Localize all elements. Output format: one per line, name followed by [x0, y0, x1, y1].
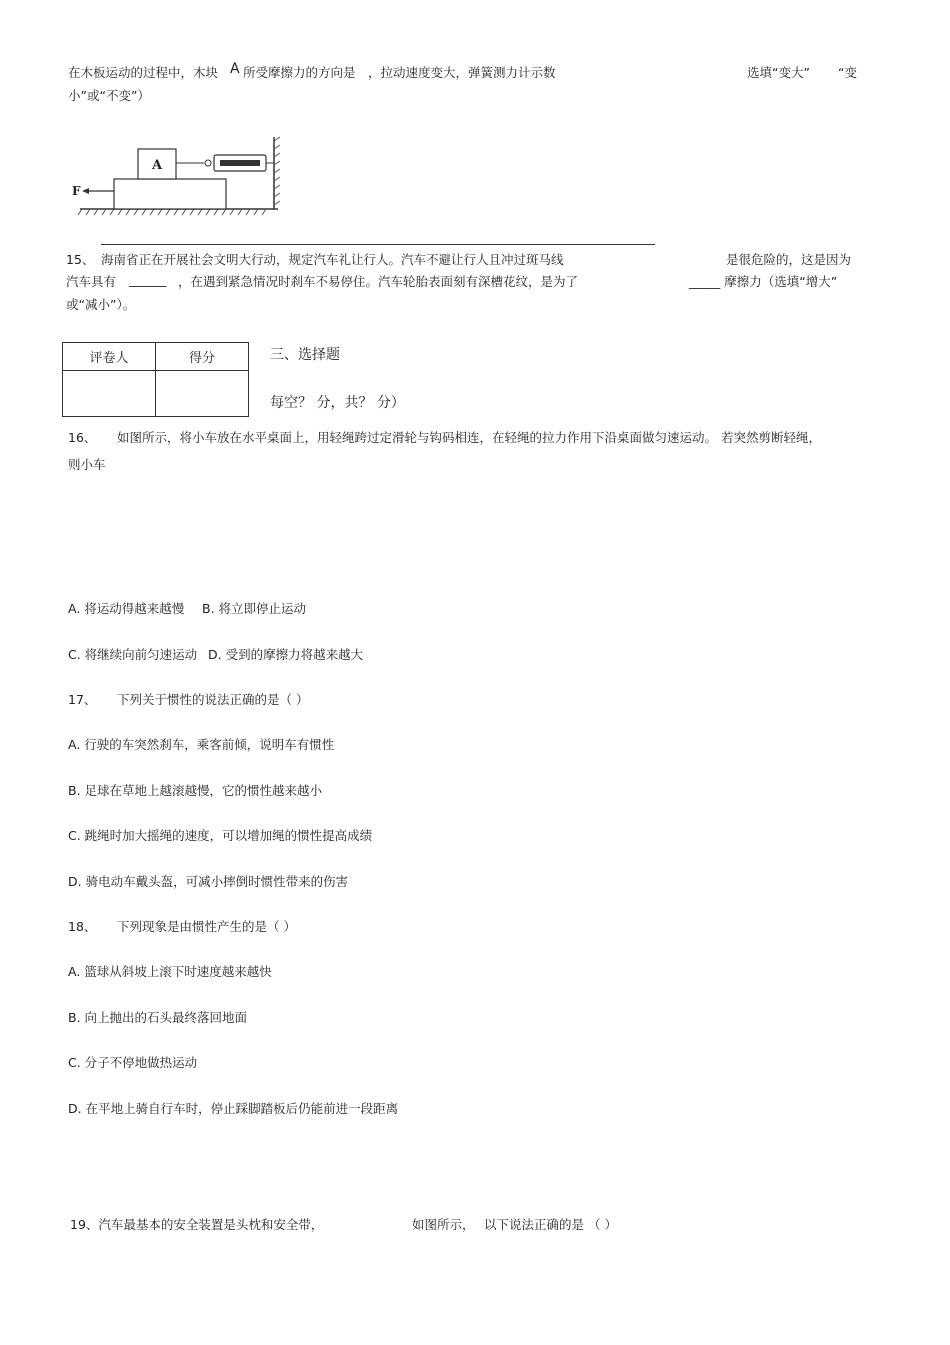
score-table-header-score: 得分 — [156, 343, 249, 371]
q14-text-label-a: A — [230, 61, 240, 77]
q14-text-part4: 选填“变大” — [747, 65, 810, 80]
q19-stem-part1: 19、汽车最基本的安全装置是头枕和安全带， — [70, 1217, 324, 1232]
q14-text-part1: 在木板运动的过程中，木块 — [68, 65, 219, 80]
section-subtitle: 每空？ 分，共？ 分） — [270, 395, 405, 411]
q18-option-c: C. 分子不停地做热运动 — [68, 1055, 198, 1070]
q15-number: 15、 — [66, 252, 95, 267]
q17-option-d: D. 骑电动车戴头盔，可减小摔倒时惯性带来的伤害 — [68, 874, 349, 889]
ground-hatch — [78, 209, 266, 215]
q17-stem: 下列关于惯性的说法正确的是（ ） — [117, 692, 309, 707]
force-label: F — [72, 184, 81, 198]
q17-number: 17、 — [68, 692, 97, 707]
q15-text-line3: 或“减小”）。 — [66, 297, 136, 312]
q16-number: 16、 — [68, 430, 97, 445]
board — [114, 179, 226, 209]
q17-option-a: A. 行驶的车突然刹车，乘客前倾，说明车有惯性 — [68, 737, 335, 752]
score-table-header-grader: 评卷人 — [63, 343, 156, 371]
q14-text-line2: 小”或“不变”） — [68, 88, 150, 103]
q18-stem: 下列现象是由惯性产生的是（ ） — [117, 919, 296, 934]
q17-option-b: B. 足球在草地上越滚越慢，它的惯性越来越小 — [68, 783, 323, 798]
q16-option-a: A. 将运动得越来越慢 — [68, 601, 185, 616]
spring-scale-bar — [220, 160, 260, 166]
q17-option-c: C. 跳绳时加大摇绳的速度，可以增加绳的惯性提高成绩 — [68, 828, 373, 843]
score-table-score-cell — [156, 371, 249, 417]
block-a-label: A — [151, 158, 163, 173]
q15-text-line1: 海南省正在开展社会文明大行动，规定汽车礼让行人。汽车不避让行人且冲过斑马线 — [101, 252, 564, 267]
hook — [205, 160, 211, 166]
force-arrowhead — [82, 188, 89, 194]
q15-text-line1-tail: 是很危险的，这是因为 — [726, 252, 852, 267]
score-table-grader-cell — [63, 371, 156, 417]
q16-option-b: B. 将立即停止运动 — [202, 601, 307, 616]
q19-stem-part3: 以下说法正确的是 （ ） — [484, 1217, 617, 1232]
q16-option-c: C. 将继续向前匀速运动 — [68, 647, 198, 662]
q16-stem-line2: 则小车 — [68, 457, 106, 472]
q19-stem-part2: 如图所示， — [412, 1217, 475, 1232]
q15-text-line2-b: ，在遇到紧急情况时刹车不易停住。汽车轮胎表面刻有深槽花纹，是为了 — [178, 274, 579, 289]
q18-option-d: D. 在平地上骑自行车时，停止踩脚踏板后仍能前进一段距离 — [68, 1101, 399, 1116]
q16-stem: 如图所示，将小车放在水平桌面上，用轻绳跨过定滑轮与钩码相连，在轻绳的拉力作用下沿桌面做匀速运动。 若突然剪断轻绳， — [117, 430, 821, 445]
q15-text-line2-c: _____ 摩擦力（选填“增大” — [689, 274, 838, 289]
wall-hatch — [274, 137, 280, 205]
q15-text-line2-a: 汽车具有 — [66, 274, 117, 289]
q18-option-a: A. 篮球从斜坡上滚下时速度越来越快 — [68, 964, 272, 979]
q15-underline — [101, 244, 655, 245]
q14-text-part2: 所受摩擦力的方向是 — [243, 65, 356, 80]
q18-number: 18、 — [68, 919, 97, 934]
section-title: 三、选择题 — [270, 347, 340, 363]
q14-text-part3: ，拉动速度变大，弹簧测力计示数 — [368, 65, 556, 80]
q18-option-b: B. 向上抛出的石头最终落回地面 — [68, 1010, 248, 1025]
q14-text-part5: “变 — [838, 65, 857, 80]
q14-figure — [68, 135, 284, 217]
q15-blank-1: ______ — [129, 272, 167, 287]
q16-option-d: D. 受到的摩擦力将越来越大 — [208, 647, 364, 662]
score-table — [62, 342, 249, 417]
